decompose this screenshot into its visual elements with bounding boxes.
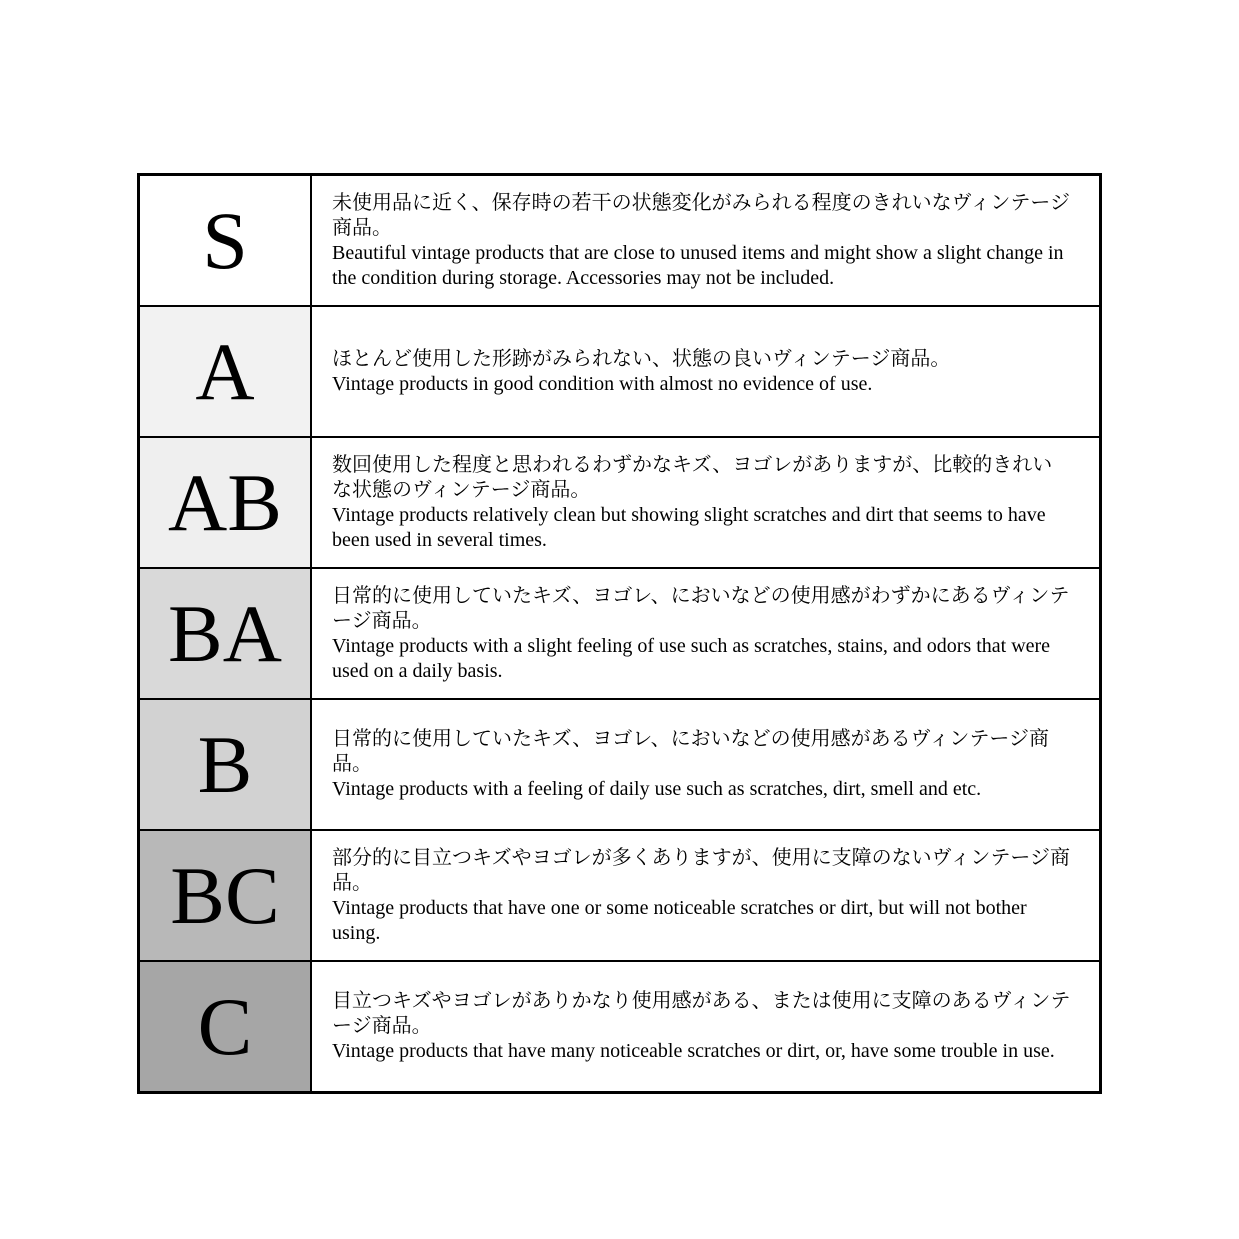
grade-description-jp: 部分的に目立つキズやヨゴレが多くありますが、使用に支障のないヴィンテージ商品。 bbox=[332, 846, 1070, 894]
grade-description-en: Beautiful vintage products that are close to unused items and might show a slight change in the condition during storage. Accessories may not be included. bbox=[332, 241, 1064, 289]
grade-description-en: Vintage products with a feeling of daily use such as scratches, dirt, smell and etc. bbox=[332, 778, 982, 800]
grade-row bbox=[139, 175, 1101, 307]
grade-description-en: Vintage products that have one or some noticeable scratches or dirt, but will not bother using. bbox=[332, 896, 1027, 944]
grade-label: BC bbox=[139, 830, 312, 961]
grade-description-en: Vintage products with a slight feeling of use such as scratches, stains, and odors that were used on a daily basis. bbox=[332, 634, 1051, 682]
grade-label: B bbox=[139, 699, 312, 830]
grade-description-jp: 日常的に使用していたキズ、ヨゴレ、においなどの使用感がわずかにあるヴィンテージ商品。 bbox=[332, 584, 1070, 632]
grade-description-cell bbox=[311, 437, 1101, 568]
grade-table-body bbox=[139, 175, 1101, 1093]
grade-row bbox=[139, 961, 1101, 1093]
grade-description-jp: 目立つキズやヨゴレがありかなり使用感がある、または使用に支障のあるヴィンテージ商品。 bbox=[332, 990, 1071, 1037]
grade-label: BA bbox=[139, 568, 312, 699]
grade-description-en: Vintage products relatively clean but showing slight scratches and dirt that seems to have been used in several times. bbox=[332, 503, 1046, 551]
grade-description-cell bbox=[311, 568, 1101, 699]
condition-grade-table bbox=[137, 173, 1102, 1094]
grade-label: S bbox=[139, 175, 312, 307]
grade-description-en: Vintage products that have many noticeable scratches or dirt, or, have some trouble in use. bbox=[332, 1040, 1055, 1062]
grade-description-cell bbox=[311, 961, 1101, 1093]
grade-row bbox=[139, 568, 1101, 699]
grade-row bbox=[139, 437, 1101, 568]
grade-label: AB bbox=[139, 437, 312, 568]
grade-description-cell bbox=[311, 175, 1101, 307]
grade-description-en: Vintage products in good condition with almost no evidence of use. bbox=[332, 372, 873, 395]
grade-label: A bbox=[139, 306, 312, 437]
grade-description-cell bbox=[311, 306, 1101, 437]
grade-row bbox=[139, 699, 1101, 830]
grade-description-cell bbox=[311, 830, 1101, 961]
grade-row bbox=[139, 830, 1101, 961]
grade-description-jp: 未使用品に近く、保存時の若干の状態変化がみられる程度のきれいなヴィンテージ商品。 bbox=[332, 191, 1070, 239]
grade-description-jp: 日常的に使用していたキズ、ヨゴレ、においなどの使用感があるヴィンテージ商品。 bbox=[332, 728, 1049, 775]
grade-row bbox=[139, 306, 1101, 437]
grade-description-jp: 数回使用した程度と思われるわずかなキズ、ヨゴレがありますが、比較的きれいな状態のヴィンテージ商品。 bbox=[332, 453, 1053, 501]
grade-description-cell bbox=[311, 699, 1101, 830]
grade-description-jp: ほとんど使用した形跡がみられない、状態の良いヴィンテージ商品。 bbox=[332, 347, 951, 370]
grade-label: C bbox=[139, 961, 312, 1093]
